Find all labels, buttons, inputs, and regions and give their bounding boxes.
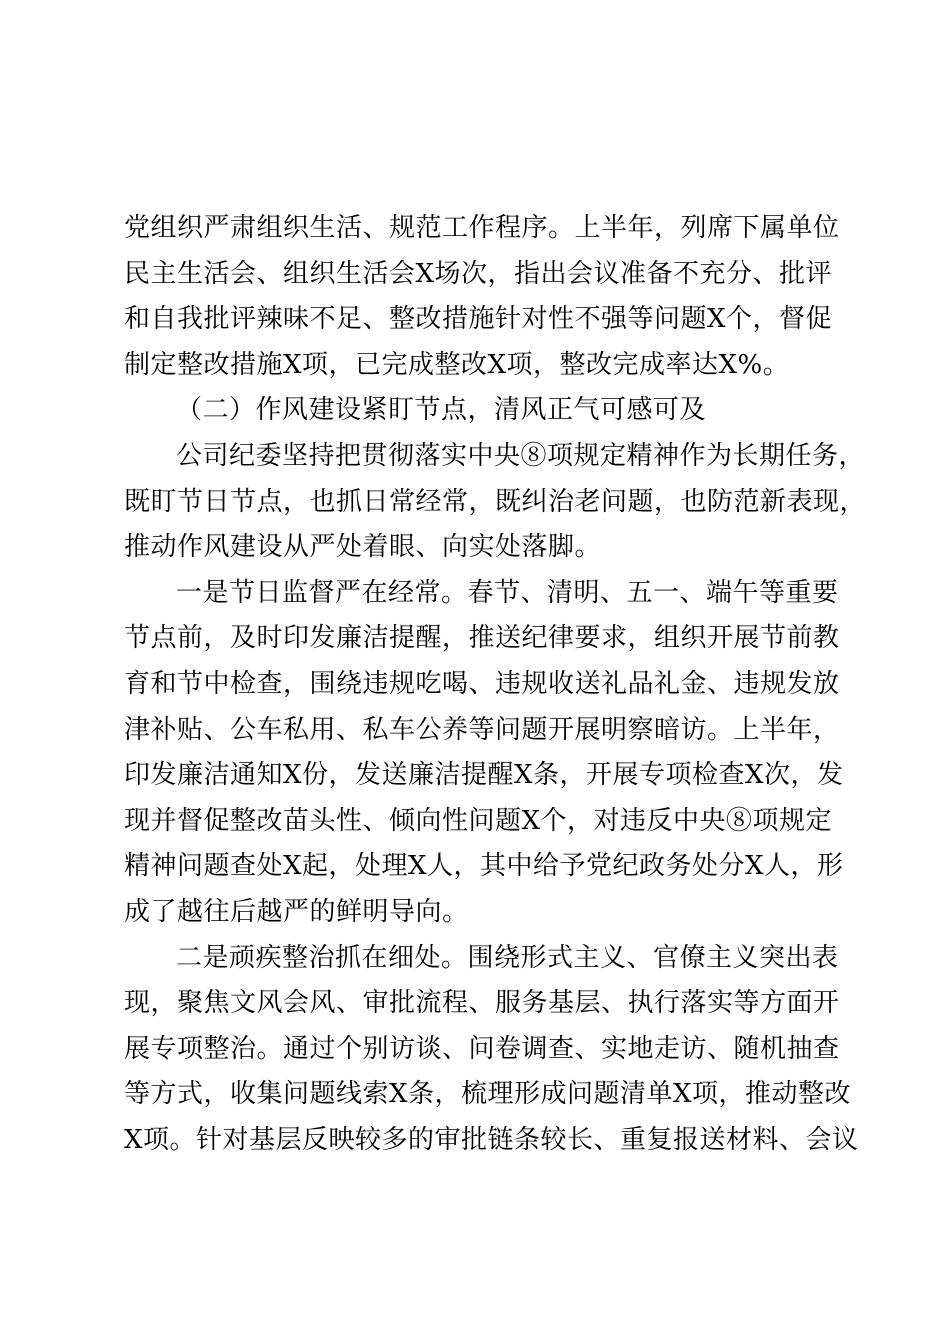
text-line: 精神问题查处X起，处理X人，其中给予党纪政务处分X人，形 [124, 851, 844, 882]
text-line: 既盯节日节点，也抓日常经常，既纠治老问题，也防范新表现， [124, 486, 867, 517]
text-line: 现并督促整改苗头性、倾向性问题X个，对违反中央⑧项规定 [124, 805, 833, 836]
paragraph-1 [124, 206, 840, 388]
section-heading-text: （二）作风建设紧盯节点，清风正气可感可及 [176, 395, 707, 426]
text-line: 印发廉洁通知X份，发送廉洁提醒X条，开展专项检查X次，发 [124, 760, 844, 791]
text-line: 育和节中检查，围绕违规吃喝、违规收送礼品礼金、违规发放 [124, 668, 840, 699]
text-line: X项。针对基层反映较多的审批链条较长、重复报送材料、会议 [124, 1124, 859, 1155]
text-line: 节点前，及时印发廉洁提醒，推送纪律要求，组织开展节前教 [124, 623, 840, 654]
text-line: 成了越往后越严的鲜明导向。 [124, 896, 469, 927]
paragraph-3 [124, 571, 844, 936]
text-line: 制定整改措施X项，已完成整改X项，整改完成率达X%。 [124, 349, 790, 380]
text-line: 现，聚焦文风会风、审批流程、服务基层、执行落实等方面开 [124, 988, 840, 1019]
text-line: 民主生活会、组织生活会X场次，指出会议准备不充分、批评 [124, 258, 833, 289]
paragraph-4 [124, 936, 859, 1164]
text-line: 和自我批评辣味不足、整改措施针对性不强等问题X个，督促 [124, 304, 833, 335]
text-line: 等方式，收集问题线索X条，梳理形成问题清单X项，推动整改 [124, 1079, 852, 1110]
text-line: 二是顽疾整治抓在细处。围绕形式主义、官僚主义突出表 [176, 942, 839, 973]
section-heading [124, 388, 836, 434]
paragraph-2 [124, 434, 867, 571]
document-body [124, 206, 867, 1163]
text-line: 党组织严肃组织生活、规范工作程序。上半年，列席下属单位 [124, 213, 840, 243]
text-line: 一是节日监督严在经常。春节、清明、五一、端午等重要 [176, 577, 839, 608]
text-line: 公司纪委坚持把贯彻落实中央⑧项规定精神作为长期任务， [176, 440, 866, 471]
text-line: 津补贴、公车私用、私车公养等问题开展明察暗访。上半年， [124, 714, 840, 745]
text-line: 展专项整治。通过个别访谈、问卷调查、实地走访、随机抽查 [124, 1033, 840, 1064]
text-line: 推动作风建设从严处着眼、向实处落脚。 [124, 532, 602, 563]
